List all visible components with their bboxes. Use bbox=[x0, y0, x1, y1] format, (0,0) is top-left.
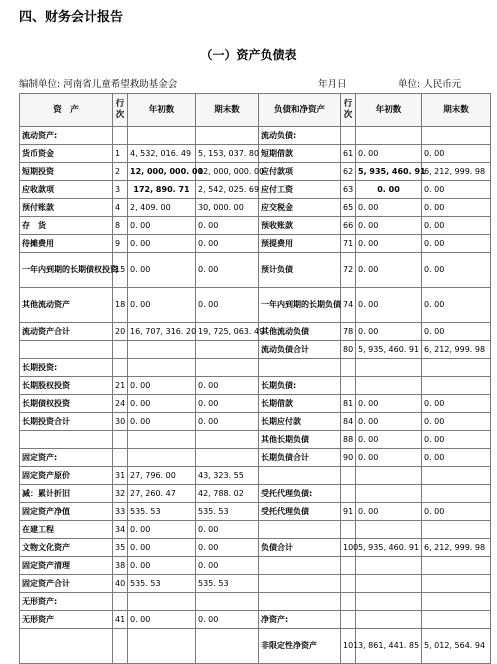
liability-item-name: 受托代理负债: bbox=[259, 485, 341, 503]
table-row bbox=[20, 629, 491, 664]
asset-closing-value: 42, 788. 02 bbox=[196, 485, 259, 503]
liability-opening-value: 0. 00 bbox=[356, 253, 422, 288]
liability-item-name: 长期借款 bbox=[259, 395, 341, 413]
liability-closing-value: 0. 00 bbox=[422, 431, 491, 449]
table-row bbox=[20, 413, 491, 431]
liability-item-name bbox=[259, 575, 341, 593]
liability-opening-value: 0. 00 bbox=[356, 395, 422, 413]
liability-opening-value bbox=[356, 377, 422, 395]
header-closing: 期末数 bbox=[196, 94, 259, 127]
asset-item-name: 固定资产清理 bbox=[20, 557, 113, 575]
liability-line-no: 81 bbox=[341, 395, 356, 413]
asset-closing-value: 19, 725, 063. 49 bbox=[196, 323, 259, 341]
liability-line-no bbox=[341, 359, 356, 377]
asset-closing-value bbox=[196, 431, 259, 449]
asset-closing-value: 43, 323. 55 bbox=[196, 467, 259, 485]
asset-line-no: 30 bbox=[113, 413, 128, 431]
asset-item-name: 固定资产: bbox=[20, 449, 113, 467]
liability-item-name bbox=[259, 521, 341, 539]
asset-opening-value: 0. 00 bbox=[128, 539, 196, 557]
liability-opening-value bbox=[356, 557, 422, 575]
liability-line-no bbox=[341, 127, 356, 145]
asset-item-name bbox=[20, 341, 113, 359]
asset-item-name: 在建工程 bbox=[20, 521, 113, 539]
table-row bbox=[20, 377, 491, 395]
liability-opening-value: 0. 00 bbox=[356, 235, 422, 253]
liability-closing-value bbox=[422, 359, 491, 377]
header-opening: 年初数 bbox=[128, 94, 196, 127]
liability-item-name bbox=[259, 557, 341, 575]
table-row bbox=[20, 575, 491, 593]
asset-item-name: 应收款项 bbox=[20, 181, 113, 199]
asset-opening-value: 0. 00 bbox=[128, 288, 196, 323]
table-row bbox=[20, 539, 491, 557]
liability-item-name: 应付工资 bbox=[259, 181, 341, 199]
liability-opening-value bbox=[356, 575, 422, 593]
liability-line-no: 90 bbox=[341, 449, 356, 467]
header-line-no: 行次 bbox=[113, 94, 128, 127]
liability-closing-value: 0. 00 bbox=[422, 323, 491, 341]
liability-closing-value: 0. 00 bbox=[422, 217, 491, 235]
asset-opening-value: 0. 00 bbox=[128, 377, 196, 395]
liability-line-no: 66 bbox=[341, 217, 356, 235]
liability-item-name bbox=[259, 467, 341, 485]
header-line-no-2: 行次 bbox=[341, 94, 356, 127]
section-title: 四、财务会计报告 bbox=[19, 10, 124, 25]
asset-opening-value: 0. 00 bbox=[128, 557, 196, 575]
liability-line-no: 65 bbox=[341, 199, 356, 217]
liability-item-name bbox=[259, 593, 341, 611]
asset-opening-value: 4, 532, 016. 49 bbox=[128, 145, 196, 163]
asset-opening-value: 12, 000, 000. 00 bbox=[128, 163, 196, 181]
liability-opening-value bbox=[356, 467, 422, 485]
asset-closing-value bbox=[196, 629, 259, 664]
liability-line-no bbox=[341, 377, 356, 395]
liability-closing-value bbox=[422, 127, 491, 145]
asset-closing-value: 12, 000, 000. 00 bbox=[196, 163, 259, 181]
asset-item-name: 流动资产合计 bbox=[20, 323, 113, 341]
liability-line-no: 91 bbox=[341, 503, 356, 521]
asset-opening-value bbox=[128, 127, 196, 145]
asset-item-name: 预付账款 bbox=[20, 199, 113, 217]
liability-closing-value: 6, 212, 999. 98 bbox=[422, 539, 491, 557]
liability-opening-value: 5, 935, 460. 91 bbox=[356, 163, 422, 181]
asset-closing-value: 30, 000. 00 bbox=[196, 199, 259, 217]
asset-opening-value: 27, 260. 47 bbox=[128, 485, 196, 503]
liability-closing-value: 0. 00 bbox=[422, 235, 491, 253]
liability-line-no: 71 bbox=[341, 235, 356, 253]
liability-line-no: 80 bbox=[341, 341, 356, 359]
asset-closing-value: 0. 00 bbox=[196, 235, 259, 253]
asset-closing-value: 535. 53 bbox=[196, 575, 259, 593]
table-row bbox=[20, 611, 491, 629]
liability-closing-value: 0. 00 bbox=[422, 253, 491, 288]
asset-opening-value bbox=[128, 431, 196, 449]
asset-opening-value: 16, 707, 316. 20 bbox=[128, 323, 196, 341]
asset-line-no: 21 bbox=[113, 377, 128, 395]
asset-item-name: 其他流动资产 bbox=[20, 288, 113, 323]
liability-item-name: 长期应付款 bbox=[259, 413, 341, 431]
asset-opening-value: 0. 00 bbox=[128, 413, 196, 431]
table-row bbox=[20, 485, 491, 503]
liability-item-name: 受托代理负债 bbox=[259, 503, 341, 521]
table-row bbox=[20, 217, 491, 235]
table-row bbox=[20, 431, 491, 449]
asset-opening-value: 27, 796. 00 bbox=[128, 467, 196, 485]
liability-opening-value: 0. 00 bbox=[356, 288, 422, 323]
liability-item-name: 其他流动负债 bbox=[259, 323, 341, 341]
liability-line-no: 63 bbox=[341, 181, 356, 199]
liability-item-name: 预提费用 bbox=[259, 235, 341, 253]
asset-line-no: 33 bbox=[113, 503, 128, 521]
liability-item-name bbox=[259, 359, 341, 377]
asset-opening-value bbox=[128, 449, 196, 467]
asset-line-no: 38 bbox=[113, 557, 128, 575]
liability-closing-value bbox=[422, 593, 491, 611]
liability-line-no bbox=[341, 485, 356, 503]
asset-opening-value: 535. 53 bbox=[128, 503, 196, 521]
liability-line-no: 78 bbox=[341, 323, 356, 341]
asset-closing-value: 0. 00 bbox=[196, 253, 259, 288]
asset-closing-value: 0. 00 bbox=[196, 413, 259, 431]
asset-opening-value: 0. 00 bbox=[128, 217, 196, 235]
liability-closing-value: 6, 212, 999. 98 bbox=[422, 163, 491, 181]
asset-closing-value: 5, 153, 037. 80 bbox=[196, 145, 259, 163]
liability-line-no bbox=[341, 467, 356, 485]
asset-item-name: 无形资产 bbox=[20, 611, 113, 629]
asset-item-name: 长期投资: bbox=[20, 359, 113, 377]
asset-opening-value: 0. 00 bbox=[128, 235, 196, 253]
liability-closing-value bbox=[422, 377, 491, 395]
asset-line-no bbox=[113, 431, 128, 449]
asset-item-name: 减：累计折旧 bbox=[20, 485, 113, 503]
asset-line-no: 1 bbox=[113, 145, 128, 163]
asset-opening-value: 172, 890. 71 bbox=[128, 181, 196, 199]
asset-opening-value: 0. 00 bbox=[128, 611, 196, 629]
table-row bbox=[20, 253, 491, 288]
asset-item-name: 待摊费用 bbox=[20, 235, 113, 253]
asset-item-name: 固定资产合计 bbox=[20, 575, 113, 593]
asset-item-name bbox=[20, 629, 113, 664]
liability-closing-value: 0. 00 bbox=[422, 395, 491, 413]
liability-item-name: 非限定性净资产 bbox=[259, 629, 341, 664]
report-date: 年月日 bbox=[318, 79, 347, 90]
liability-opening-value: 0. 00 bbox=[356, 323, 422, 341]
asset-line-no: 41 bbox=[113, 611, 128, 629]
asset-item-name: 存 货 bbox=[20, 217, 113, 235]
liability-item-name: 应交税金 bbox=[259, 199, 341, 217]
liability-closing-value: 0. 00 bbox=[422, 449, 491, 467]
liability-line-no bbox=[341, 521, 356, 539]
table-row bbox=[20, 323, 491, 341]
asset-line-no bbox=[113, 127, 128, 145]
table-row bbox=[20, 341, 491, 359]
asset-opening-value bbox=[128, 359, 196, 377]
asset-closing-value bbox=[196, 593, 259, 611]
asset-line-no: 32 bbox=[113, 485, 128, 503]
liability-opening-value bbox=[356, 127, 422, 145]
liability-item-name: 一年内到期的长期负债 bbox=[259, 288, 341, 323]
asset-closing-value: 0. 00 bbox=[196, 217, 259, 235]
asset-line-no bbox=[113, 359, 128, 377]
liability-opening-value: 0. 00 bbox=[356, 449, 422, 467]
table-row bbox=[20, 288, 491, 323]
asset-opening-value: 0. 00 bbox=[128, 521, 196, 539]
liability-closing-value: 0. 00 bbox=[422, 503, 491, 521]
liability-opening-value: 5, 935, 460. 91 bbox=[356, 341, 422, 359]
liability-closing-value: 5, 012, 564. 94 bbox=[422, 629, 491, 664]
liability-item-name: 长期负债合计 bbox=[259, 449, 341, 467]
table-row bbox=[20, 199, 491, 217]
liability-item-name: 短期借款 bbox=[259, 145, 341, 163]
header-opening-2: 年初数 bbox=[356, 94, 422, 127]
table-row bbox=[20, 235, 491, 253]
liability-closing-value bbox=[422, 467, 491, 485]
asset-opening-value bbox=[128, 341, 196, 359]
liability-closing-value: 0. 00 bbox=[422, 181, 491, 199]
asset-closing-value: 0. 00 bbox=[196, 611, 259, 629]
liability-opening-value bbox=[356, 359, 422, 377]
table-row bbox=[20, 503, 491, 521]
asset-line-no: 8 bbox=[113, 217, 128, 235]
table-row bbox=[20, 557, 491, 575]
asset-line-no: 31 bbox=[113, 467, 128, 485]
liability-item-name: 流动负债: bbox=[259, 127, 341, 145]
asset-line-no: 15 bbox=[113, 253, 128, 288]
asset-closing-value: 0. 00 bbox=[196, 521, 259, 539]
asset-item-name: 长期投资合计 bbox=[20, 413, 113, 431]
liability-closing-value bbox=[422, 485, 491, 503]
asset-closing-value bbox=[196, 341, 259, 359]
liability-closing-value: 0. 00 bbox=[422, 288, 491, 323]
asset-opening-value: 2, 409. 00 bbox=[128, 199, 196, 217]
liability-opening-value: 0. 00 bbox=[356, 145, 422, 163]
asset-line-no: 18 bbox=[113, 288, 128, 323]
table-row bbox=[20, 395, 491, 413]
asset-closing-value: 0. 00 bbox=[196, 557, 259, 575]
liability-item-name: 预收账款 bbox=[259, 217, 341, 235]
balance-sheet-table bbox=[19, 93, 491, 664]
liability-opening-value bbox=[356, 611, 422, 629]
asset-closing-value: 535. 53 bbox=[196, 503, 259, 521]
liability-item-name: 净资产: bbox=[259, 611, 341, 629]
asset-item-name: 货币资金 bbox=[20, 145, 113, 163]
asset-opening-value: 0. 00 bbox=[128, 253, 196, 288]
asset-opening-value: 535. 53 bbox=[128, 575, 196, 593]
liability-line-no: 100 bbox=[341, 539, 356, 557]
liability-closing-value: 0. 00 bbox=[422, 199, 491, 217]
liability-item-name: 负债合计 bbox=[259, 539, 341, 557]
liability-opening-value: 5, 935, 460. 91 bbox=[356, 539, 422, 557]
liability-item-name: 长期负债: bbox=[259, 377, 341, 395]
asset-closing-value bbox=[196, 449, 259, 467]
liability-opening-value bbox=[356, 521, 422, 539]
asset-line-no bbox=[113, 341, 128, 359]
liability-line-no: 61 bbox=[341, 145, 356, 163]
table-row bbox=[20, 163, 491, 181]
table-row bbox=[20, 449, 491, 467]
liability-opening-value: 0. 00 bbox=[356, 413, 422, 431]
asset-item-name: 长期股权投资 bbox=[20, 377, 113, 395]
asset-line-no: 20 bbox=[113, 323, 128, 341]
liability-opening-value: 0. 00 bbox=[356, 199, 422, 217]
liability-item-name: 预计负债 bbox=[259, 253, 341, 288]
asset-item-name: 长期债权投资 bbox=[20, 395, 113, 413]
table-row bbox=[20, 593, 491, 611]
asset-line-no: 9 bbox=[113, 235, 128, 253]
asset-line-no: 34 bbox=[113, 521, 128, 539]
asset-item-name: 固定资产净值 bbox=[20, 503, 113, 521]
asset-line-no bbox=[113, 629, 128, 664]
asset-item-name: 固定资产原价 bbox=[20, 467, 113, 485]
asset-closing-value bbox=[196, 359, 259, 377]
liability-line-no bbox=[341, 575, 356, 593]
table-row bbox=[20, 359, 491, 377]
liability-item-name: 其他长期负债 bbox=[259, 431, 341, 449]
asset-line-no: 2 bbox=[113, 163, 128, 181]
asset-item-name: 一年内到期的长期债权投资 bbox=[20, 253, 113, 288]
liability-opening-value: 3, 861, 441. 85 bbox=[356, 629, 422, 664]
table-row bbox=[20, 127, 491, 145]
liability-closing-value bbox=[422, 575, 491, 593]
liability-opening-value: 0. 00 bbox=[356, 181, 422, 199]
preparer-unit: 编制单位: 河南省儿童希望救助基金会 bbox=[19, 79, 178, 90]
asset-line-no: 35 bbox=[113, 539, 128, 557]
asset-opening-value bbox=[128, 629, 196, 664]
liability-line-no: 62 bbox=[341, 163, 356, 181]
liability-line-no: 72 bbox=[341, 253, 356, 288]
header-assets: 资 产 bbox=[20, 94, 113, 127]
liability-line-no: 101 bbox=[341, 629, 356, 664]
liability-line-no: 88 bbox=[341, 431, 356, 449]
asset-opening-value: 0. 00 bbox=[128, 395, 196, 413]
liability-closing-value bbox=[422, 521, 491, 539]
asset-line-no bbox=[113, 449, 128, 467]
liability-closing-value: 0. 00 bbox=[422, 145, 491, 163]
asset-item-name bbox=[20, 431, 113, 449]
asset-line-no bbox=[113, 593, 128, 611]
asset-opening-value bbox=[128, 593, 196, 611]
liability-opening-value: 0. 00 bbox=[356, 217, 422, 235]
table-row bbox=[20, 145, 491, 163]
liability-line-no: 74 bbox=[341, 288, 356, 323]
liability-line-no bbox=[341, 557, 356, 575]
table-header-row bbox=[20, 94, 491, 127]
liability-opening-value bbox=[356, 485, 422, 503]
asset-closing-value bbox=[196, 127, 259, 145]
asset-line-no: 3 bbox=[113, 181, 128, 199]
report-title: （一）资产负债表 bbox=[200, 48, 297, 62]
liability-line-no: 84 bbox=[341, 413, 356, 431]
liability-closing-value bbox=[422, 611, 491, 629]
asset-line-no: 24 bbox=[113, 395, 128, 413]
asset-line-no: 40 bbox=[113, 575, 128, 593]
asset-closing-value: 2, 542, 025. 69 bbox=[196, 181, 259, 199]
liability-item-name: 应付款项 bbox=[259, 163, 341, 181]
asset-item-name: 无形资产: bbox=[20, 593, 113, 611]
table-row bbox=[20, 467, 491, 485]
header-closing-2: 期末数 bbox=[422, 94, 491, 127]
liability-opening-value: 0. 00 bbox=[356, 503, 422, 521]
liability-closing-value: 6, 212, 999. 98 bbox=[422, 341, 491, 359]
table-row bbox=[20, 521, 491, 539]
liability-item-name: 流动负债合计 bbox=[259, 341, 341, 359]
liability-line-no bbox=[341, 611, 356, 629]
header-liabilities: 负债和净资产 bbox=[259, 94, 341, 127]
table-row bbox=[20, 181, 491, 199]
asset-line-no: 4 bbox=[113, 199, 128, 217]
liability-closing-value bbox=[422, 557, 491, 575]
asset-closing-value: 0. 00 bbox=[196, 288, 259, 323]
liability-opening-value: 0. 00 bbox=[356, 431, 422, 449]
asset-closing-value: 0. 00 bbox=[196, 539, 259, 557]
asset-item-name: 流动资产: bbox=[20, 127, 113, 145]
liability-line-no bbox=[341, 593, 356, 611]
asset-item-name: 短期投资 bbox=[20, 163, 113, 181]
currency-unit: 单位: 人民币元 bbox=[398, 79, 462, 90]
asset-item-name: 文物文化资产 bbox=[20, 539, 113, 557]
asset-closing-value: 0. 00 bbox=[196, 377, 259, 395]
asset-closing-value: 0. 00 bbox=[196, 395, 259, 413]
liability-opening-value bbox=[356, 593, 422, 611]
liability-closing-value: 0. 00 bbox=[422, 413, 491, 431]
